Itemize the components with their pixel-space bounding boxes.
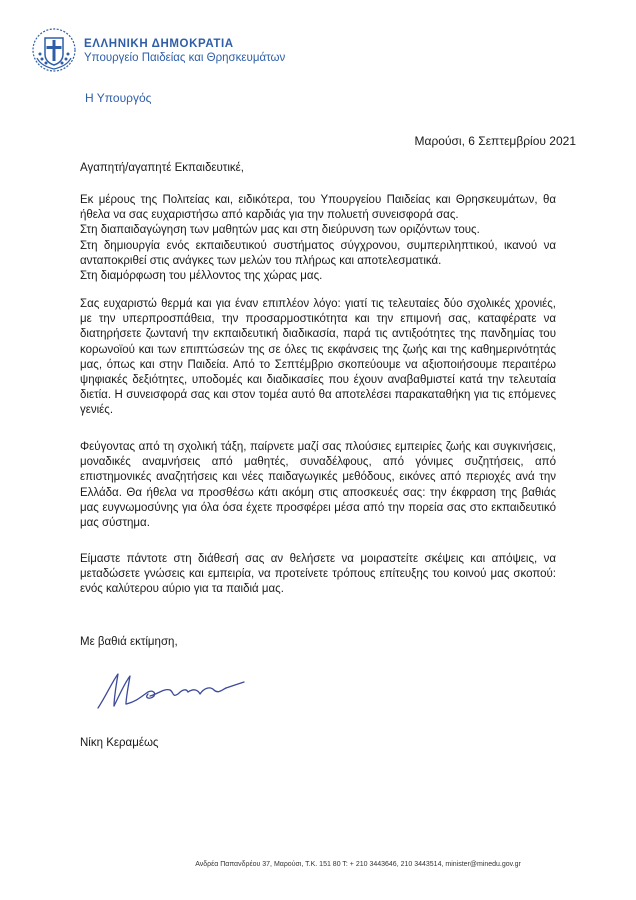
paragraph-3-text: Φεύγοντας από τη σχολική τάξη, παίρνετε μαζί σας πλούσιες εμπειρίες ζωής και συγκινήσεις, μοναδικές αναμνήσεις από μαθητές, συναδέλφους, από γόνιμες συζητήσεις, από επιστημονικές αναζητήσεις και νέες παιδαγωγικές μεθόδους, εικόνες από περιοχές ανά την Ελλάδα. Θα ήθελα να προσθέσω κάτι ακόμη στις αποσκευές σας: την έκφραση της βαθιάς μας ευγνωμοσύνης για όλα όσα έχετε προσφέρει μέσα από την πορεία σας στο εκπαιδευτικό μας σύστημα. bbox=[80, 441, 556, 530]
signer-name: Νίκη Κεραμέως bbox=[80, 737, 159, 749]
letter-date: Μαρούσι, 6 Σεπτεμβρίου 2021 bbox=[414, 134, 576, 148]
greek-emblem-icon bbox=[32, 28, 76, 72]
paragraph-4-text: Είμαστε πάντοτε στη διάθεσή σας αν θελήσετε να μοιραστείτε σκέψεις και απόψεις, να μεταδώσετε γνώσεις και εμπειρία, να προτείνετε τρόπους επίτευξης του κοινού μας σκοπού: ενός καλύτερου αύριο για τα παιδιά μας. bbox=[80, 553, 556, 596]
closing: Με βαθιά εκτίμηση, bbox=[80, 636, 178, 648]
minister-title: Η Υπουργός bbox=[85, 91, 152, 105]
paragraph-1 bbox=[80, 193, 556, 284]
ministry-header bbox=[84, 37, 285, 66]
country-name: ΕΛΛΗΝΙΚΗ ΔΗΜΟΚΡΑΤΙΑ bbox=[84, 38, 234, 50]
paragraph-1-line: Εκ μέρους της Πολιτείας και, ειδικότερα, του Υπουργείου Παιδείας και Θρησκευμάτων, θα ήθελα να σας ευχαριστήσω από καρδιάς για την πολυετή συνεισφορά σας. bbox=[80, 194, 556, 222]
footer-address: Ανδρέα Παπανδρέου 37, Μαρούσι, Τ.Κ. 151 80 Τ: + 210 3443646, 210 3443514, minister@minedu.gov.gr bbox=[195, 861, 521, 868]
paragraph-1-line: Στη δημιουργία ενός εκπαιδευτικού συστήματος σύγχρονου, συμπεριληπτικού, ικανού να ανταποκριθεί στις ανάγκες των μελών του πλήρως και αποτελεσματικά. bbox=[80, 239, 556, 267]
paragraph-1-line: Στη διαμόρφωση του μέλλοντος της χώρας μας. bbox=[80, 270, 323, 283]
ministry-name: Υπουργείο Παιδείας και Θρησκευμάτων bbox=[84, 52, 286, 64]
paragraph-3 bbox=[80, 440, 556, 531]
salutation: Αγαπητή/αγαπητέ Εκπαιδευτικέ, bbox=[80, 162, 244, 174]
paragraph-4 bbox=[80, 552, 556, 598]
handwritten-signature bbox=[92, 666, 252, 716]
paragraph-2 bbox=[80, 297, 556, 419]
paragraph-1-line: Στη διαπαιδαγώγηση των μαθητών μας και στη διεύρυνση των οριζόντων τους. bbox=[80, 224, 480, 237]
paragraph-2-text: Σας ευχαριστώ θερμά και για έναν επιπλέον λόγο: γιατί τις τελευταίες δύο σχολικές χρονιές, με την υπερπροσπάθεια, την προσαρμοστικότητα και την επιμονή σας, καταφέρατε να διατηρήσετε ζωντανή την εκπαιδευτική διαδικασία, παρά τις αντιξοότητες της πανδημίας του κορωνοϊού και των επιπτώσεών της σε όλες τις εκφάνσεις της ζωής και της καθημερινότητάς μας, όπως και στην Παιδεία. Από το Σεπτέμβριο σκοπεύουμε να αξιοποιήσουμε περαιτέρω ψηφιακές δεξιότητες, υποδομές και διαδικασίες που έχουν αναβαθμιστεί κατά την τελευταία διετία. Η συνεισφορά σας και στον τομέα αυτό θα αποτελέσει παρακαταθήκη για τις επόμενες γενιές. bbox=[80, 298, 556, 417]
